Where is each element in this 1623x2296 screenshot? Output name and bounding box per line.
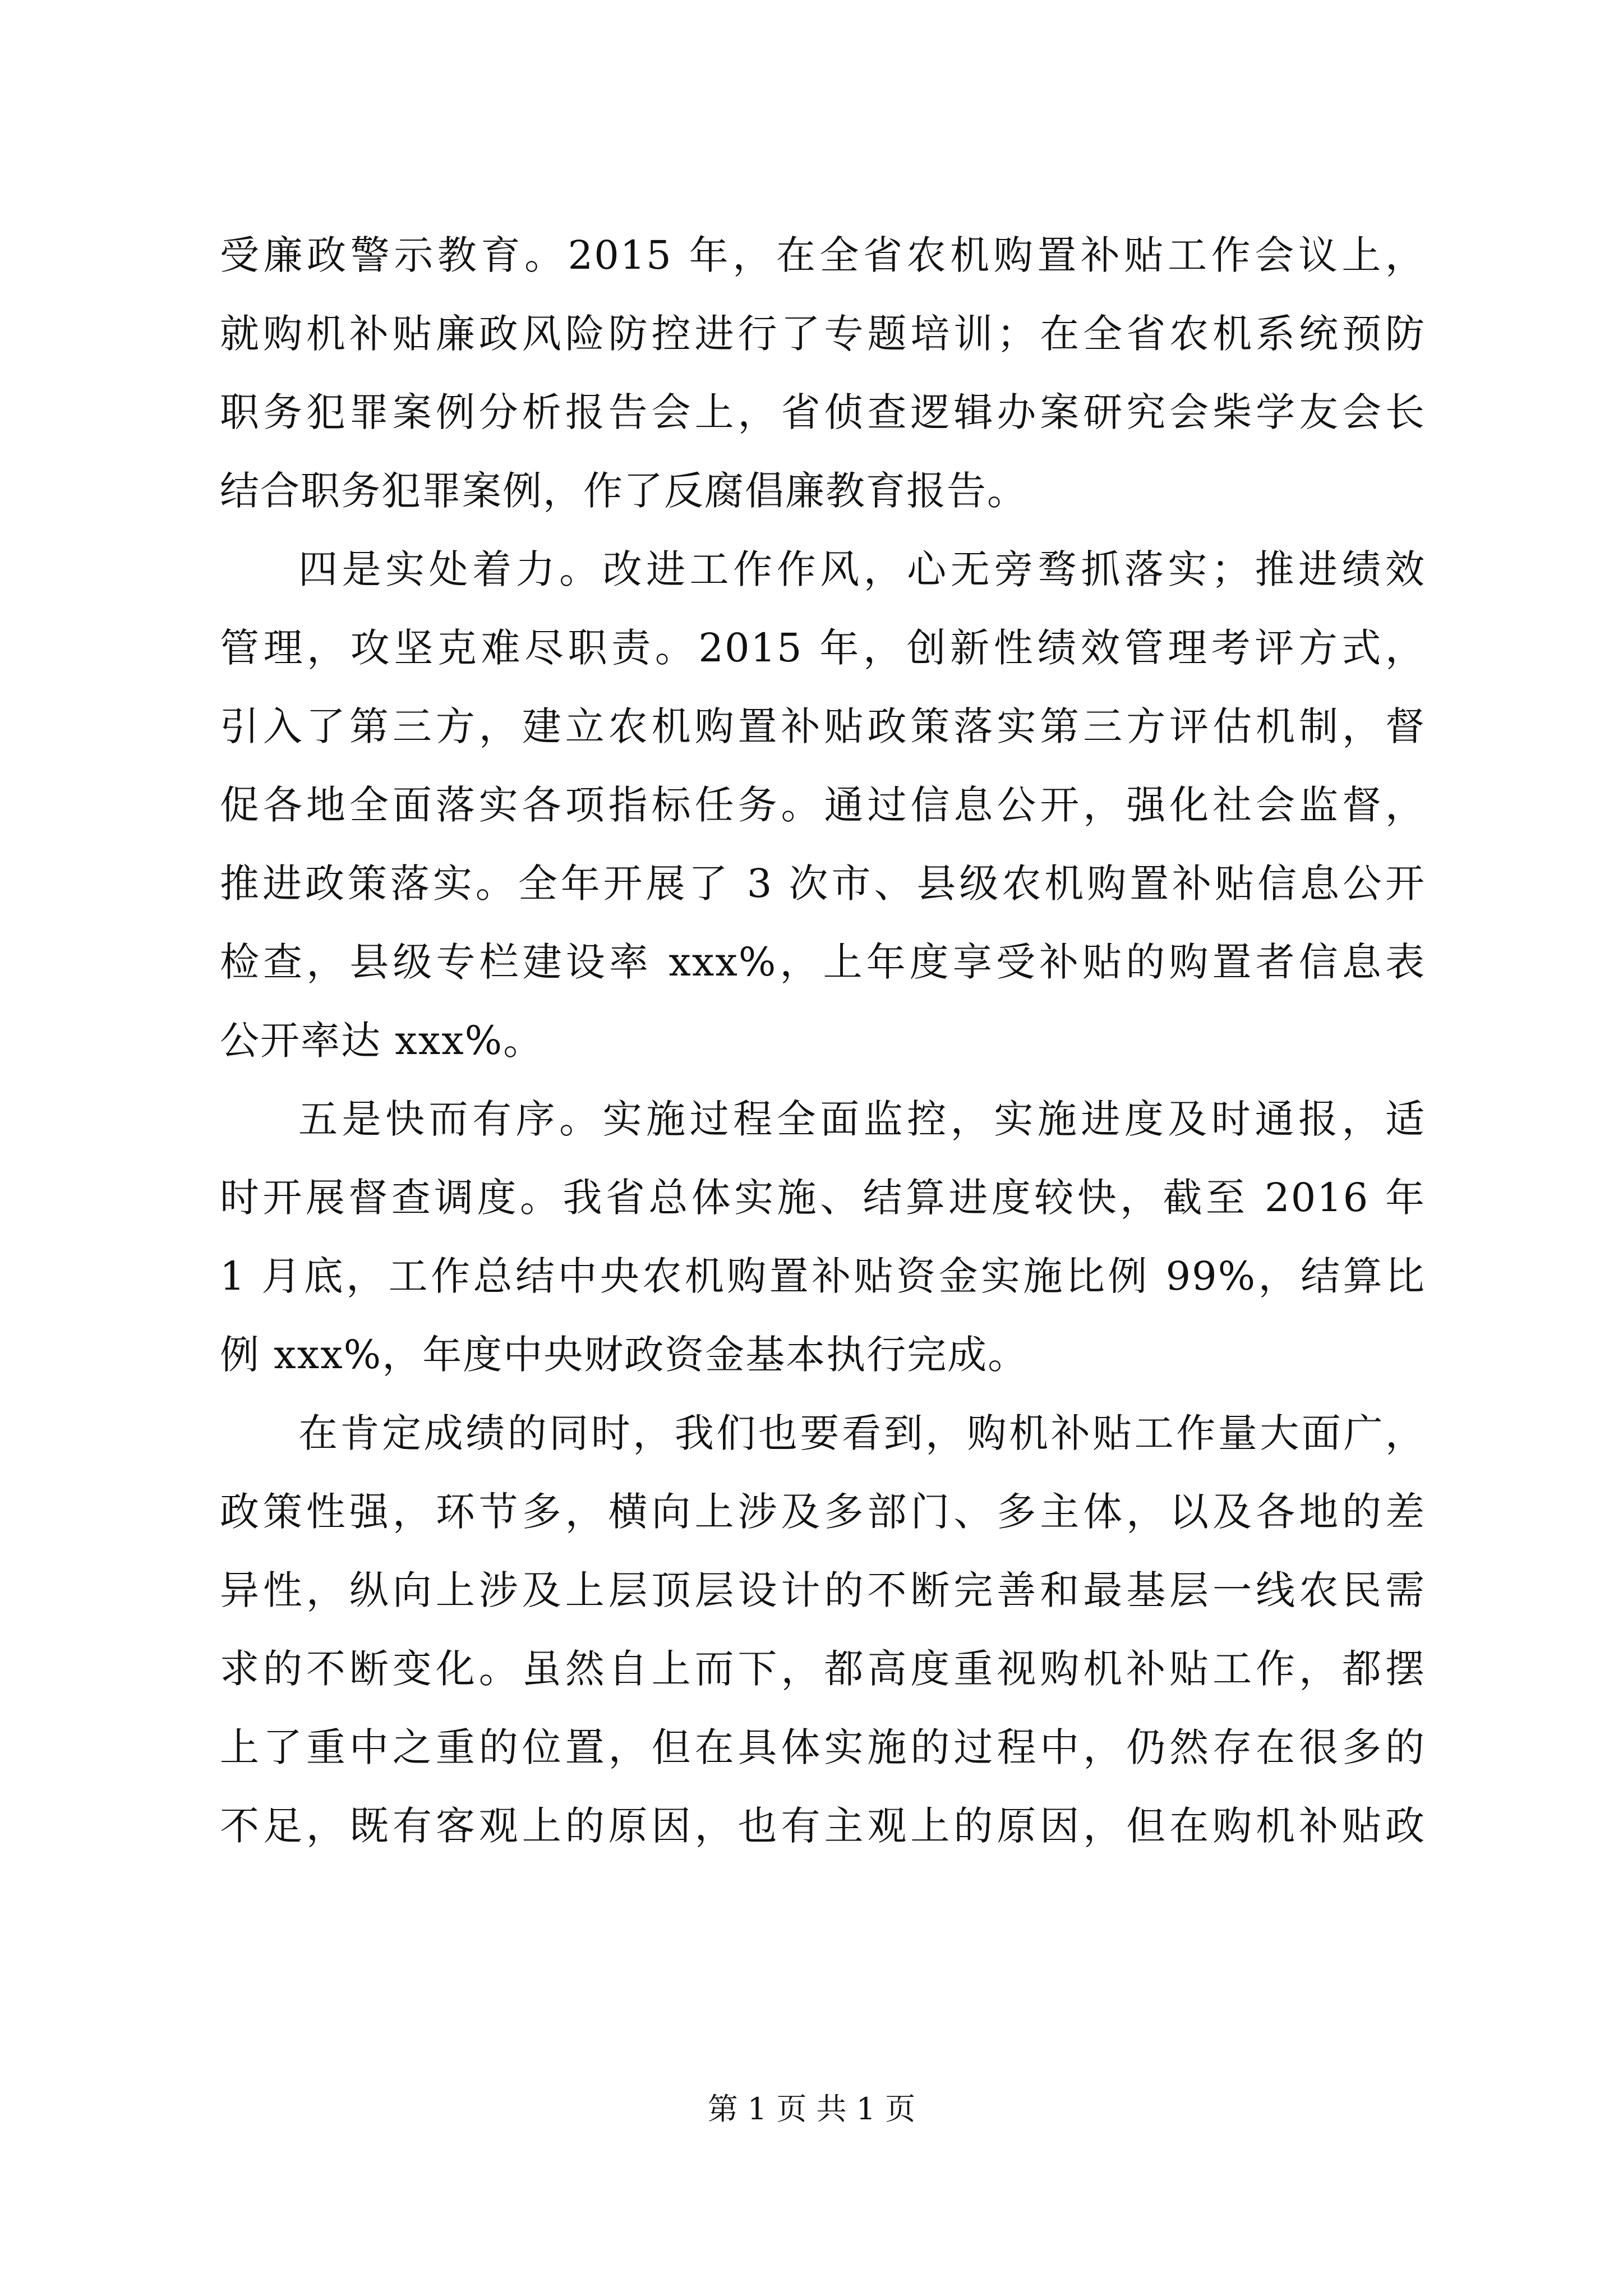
text-line: 管理，攻坚克难尽职责。2015 年，创新性绩效管理考评方式，	[220, 625, 1426, 671]
text-line: 上了重中之重的位置，但在具体实施的过程中，仍然存在很多的	[220, 1724, 1426, 1770]
text-line: 1 月底，工作总结中央农机购置补贴资金实施比例 99%，结算比	[220, 1253, 1426, 1299]
text-line: 结合职务犯罪案例，作了反腐倡廉教育报告。	[220, 468, 1027, 514]
text-line: 异性，纵向上涉及上层顶层设计的不断完善和最基层一线农民需	[220, 1567, 1426, 1613]
text-line: 促各地全面落实各项指标任务。通过信息公开，强化社会监督，	[220, 782, 1426, 828]
text-line: 就购机补贴廉政风险防控进行了专题培训；在全省农机系统预防	[220, 311, 1426, 357]
text-line: 引入了第三方，建立农机购置补贴政策落实第三方评估机制，督	[220, 703, 1426, 749]
text-line: 不足，既有客观上的原因，也有主观上的原因，但在购机补贴政	[220, 1803, 1426, 1849]
paragraph-first-line: 在肯定成绩的同时，我们也要看到，购机补贴工作量大面广，	[298, 1410, 1426, 1456]
paragraph-first-line: 四是实处着力。改进工作作风，心无旁骛抓落实；推进绩效	[298, 546, 1426, 592]
paragraph-first-line: 五是快而有序。实施过程全面监控，实施进度及时通报，适	[298, 1096, 1426, 1142]
text-line: 例 xxx%，年度中央财政资金基本执行完成。	[220, 1332, 1029, 1378]
page-footer: 第 1 页 共 1 页	[707, 2091, 916, 2127]
text-line: 推进政策落实。全年开展了 3 次市、县级农机购置补贴信息公开	[220, 861, 1426, 907]
text-line: 检查，县级专栏建设率 xxx%，上年度享受补贴的购置者信息表	[220, 939, 1426, 985]
text-line: 职务犯罪案例分析报告会上，省侦查逻辑办案研究会柴学友会长	[220, 389, 1426, 435]
text-line: 时开展督查调度。我省总体实施、结算进度较快，截至 2016 年	[220, 1175, 1426, 1221]
text-line: 受廉政警示教育。2015 年，在全省农机购置补贴工作会议上，	[220, 232, 1426, 278]
text-line: 公开率达 xxx%。	[220, 1018, 544, 1064]
text-line: 求的不断变化。虽然自上而下，都高度重视购机补贴工作，都摆	[220, 1646, 1426, 1692]
text-line: 政策性强，环节多，横向上涉及多部门、多主体，以及各地的差	[220, 1489, 1426, 1535]
